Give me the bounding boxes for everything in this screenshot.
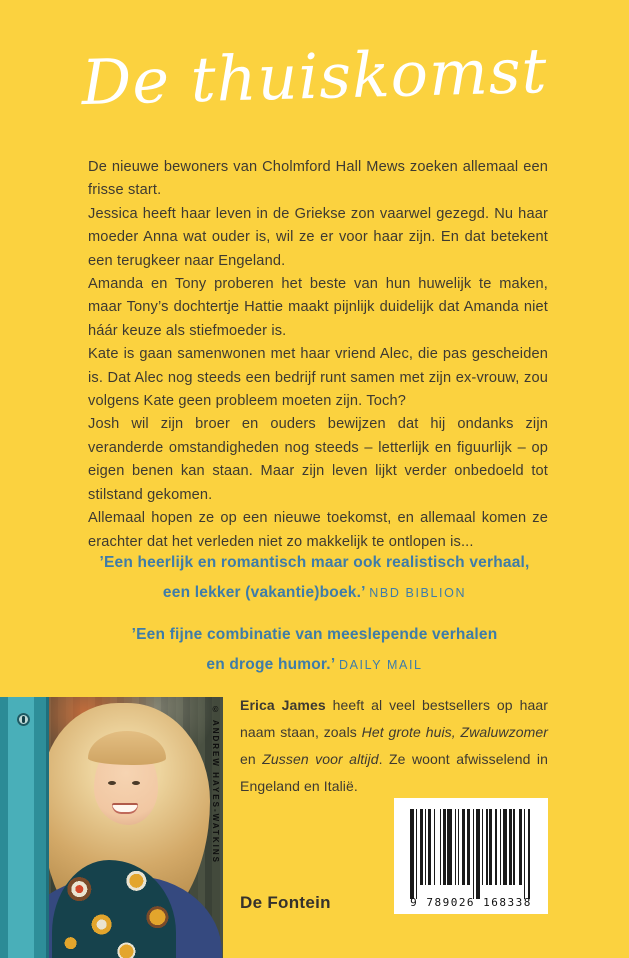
author-eye-shape	[108, 781, 116, 785]
review-quotes	[0, 548, 629, 692]
bio-text: . Ze woont afwisselend in Engeland en Italië.	[240, 751, 548, 794]
quote-source: DAILY MAIL	[338, 658, 423, 672]
barcode	[394, 798, 548, 914]
review-quote-nbd-biblion	[0, 548, 629, 608]
quote-line: ’Een fijne combinatie van meeslepende verhalen	[131, 626, 498, 643]
synopsis-paragraph: Jessica heeft haar leven in de Griekse zon vaarwel gezegd. Nu haar moeder Anna wat ouder is, wil ze er voor haar zijn. En dat betekent een terugkeer naar Engeland.	[88, 205, 548, 269]
synopsis	[88, 156, 548, 554]
author-bio	[240, 692, 548, 800]
book-title: De thuiskomst	[80, 33, 549, 120]
quote-line: een lekker (vakantie)boek.’	[162, 584, 365, 601]
bio-text: en	[240, 751, 263, 767]
bio-book-titles: Het grote huis, Zwaluwzomer	[361, 724, 548, 740]
quote-line: en droge humor.’	[206, 656, 335, 673]
barcode-number: 9 789026 168338	[410, 896, 532, 909]
teal-door-frame	[0, 697, 49, 958]
quote-source: NBD BIBLION	[369, 586, 467, 600]
publisher-imprint: De Fontein	[240, 893, 331, 912]
bio-text: heeft al veel bestsellers op haar naam staan, zoals	[240, 697, 548, 740]
keyhole-shape	[17, 713, 30, 726]
author-smile-shape	[112, 803, 138, 814]
photo-credit: © ANDREW HAYES-WATKINS	[211, 705, 220, 864]
synopsis-paragraph: Kate is gaan samenwonen met haar vriend Alec, die pas gescheiden is. Dat Alec nog steeds een bedrijf runt samen met zijn ex-vrouw, zou volgens Kate geen probleem moeten zijn. Toch?	[88, 346, 548, 410]
review-quote-daily-mail	[0, 620, 629, 680]
synopsis-paragraph: Allemaal hopen ze op een nieuwe toekomst, en allemaal komen ze erachter dat het verleden niet zo makkelijk te ontlopen is...	[88, 510, 548, 550]
synopsis-paragraph: Josh wil zijn broer en ouders bewijzen dat hij ondanks zijn veranderde omstandigheden nog steeds – letterlijk en figuurlijk – op eigen benen kan staan. Maar zijn leven lijkt verder onbedoeld tot stilstand gekomen.	[88, 416, 548, 503]
author-eye-shape	[132, 781, 140, 785]
quote-line: ’Een heerlijk en romantisch maar ook realistisch verhaal,	[99, 554, 530, 571]
barcode-bars	[394, 809, 548, 901]
author-name: Erica James	[240, 697, 326, 713]
synopsis-paragraph: Amanda en Tony proberen het beste van hun huwelijk te maken, maar Tony’s dochtertje Hattie maakt pijnlijk duidelijk dat Amanda niet háár keuze als stiefmoeder is.	[88, 276, 548, 339]
synopsis-paragraph: De nieuwe bewoners van Cholmford Hall Mews zoeken allemaal een frisse start.	[88, 159, 548, 199]
bio-book-title: Zussen voor altijd	[262, 751, 379, 767]
author-photo	[0, 697, 223, 958]
